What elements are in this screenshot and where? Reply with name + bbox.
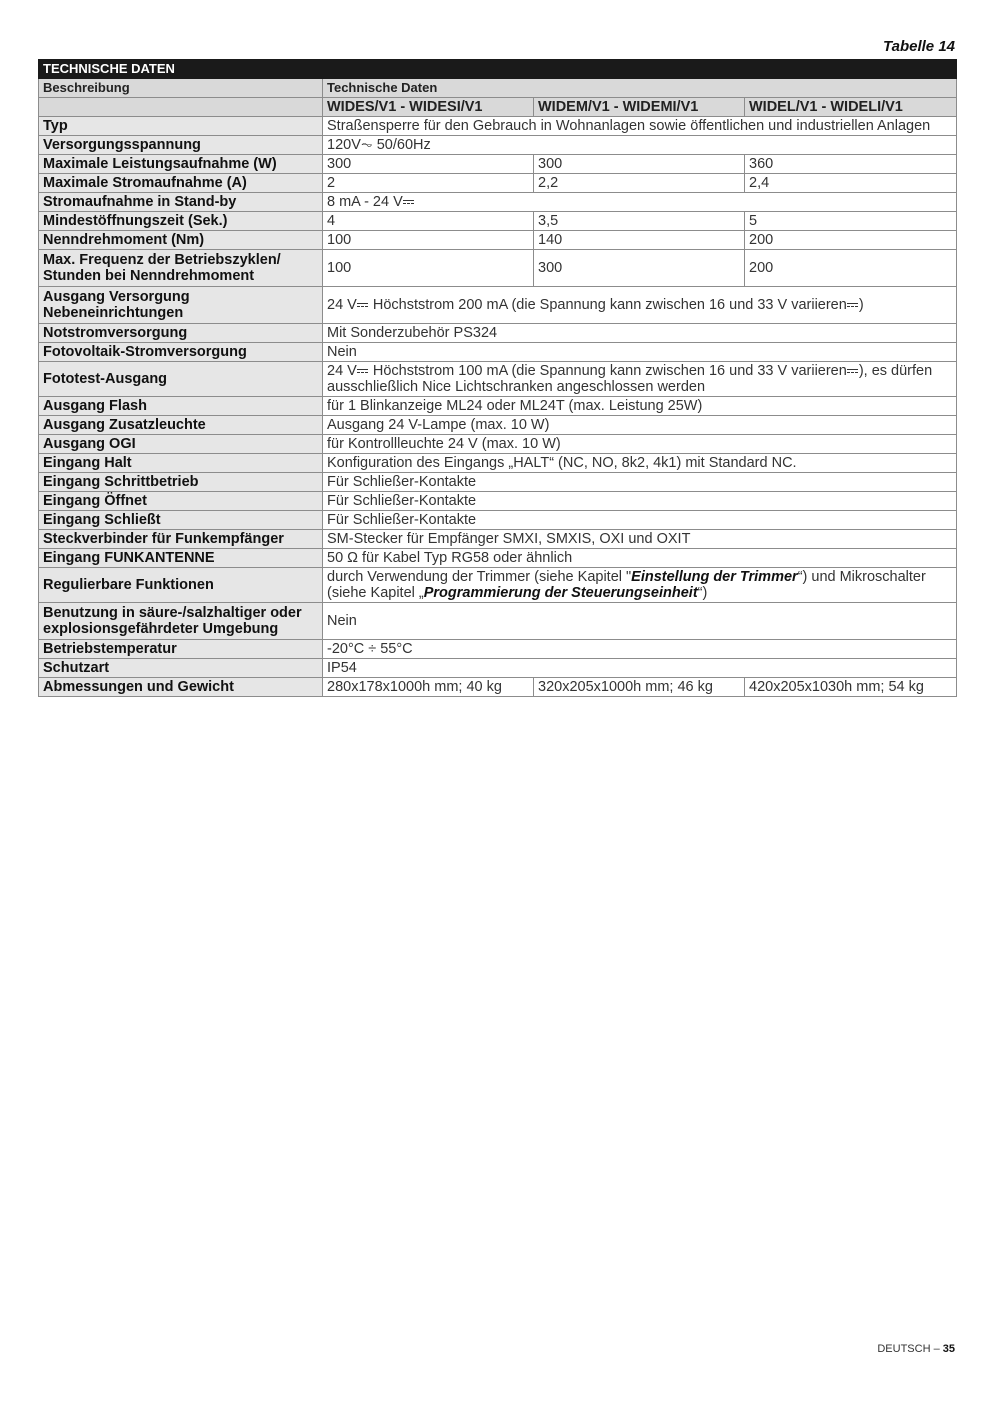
value-part: Höchststrom 200 mA (die Spannung kann zwischen 16 und 33 V variieren: [368, 297, 847, 313]
table-title-row: [39, 60, 957, 79]
row-value: 4: [323, 212, 534, 231]
value-part: Höchststrom 100 mA (die Spannung kann zwischen 16 und 33 V variieren: [368, 363, 847, 379]
row-value: IP54: [323, 659, 957, 678]
table-row: [39, 193, 957, 212]
row-label: Ausgang Flash: [39, 397, 323, 416]
dc-symbol-icon: [403, 200, 414, 207]
row-value: 280x178x1000h mm; 40 kg: [323, 678, 534, 697]
row-label: Eingang Öffnet: [39, 492, 323, 511]
row-value: Konfiguration des Eingangs „HALT“ (NC, NO, 8k2, 4k1) mit Standard NC.: [323, 454, 957, 473]
row-label: Betriebstemperatur: [39, 640, 323, 659]
row-label: [39, 250, 323, 287]
row-label-line: Stunden bei Nenndrehmoment: [43, 268, 255, 284]
row-value: [323, 193, 957, 212]
standby-value-text: 8 mA - 24 V: [327, 194, 403, 210]
table-row: [39, 678, 957, 697]
table-row: [39, 549, 957, 568]
row-value: für 1 Blinkanzeige ML24 oder ML24T (max. Leistung 25W): [323, 397, 957, 416]
row-value: 200: [745, 231, 957, 250]
table-row: [39, 530, 957, 549]
table-caption: Tabelle 14: [883, 38, 955, 55]
table-row: [39, 397, 957, 416]
row-label: Eingang FUNKANTENNE: [39, 549, 323, 568]
table-row: [39, 212, 957, 231]
table-row: [39, 117, 957, 136]
row-value: Ausgang 24 V-Lampe (max. 10 W): [323, 416, 957, 435]
table-row: [39, 324, 957, 343]
row-value: Nein: [323, 343, 957, 362]
row-value: [323, 568, 957, 603]
row-value: 3,5: [534, 212, 745, 231]
table-row: [39, 568, 957, 603]
footer-language: DEUTSCH –: [877, 1343, 943, 1355]
row-value: 5: [745, 212, 957, 231]
value-part: 24 V: [327, 363, 357, 379]
chapter-reference: Einstellung der Trimmer: [631, 569, 798, 585]
model-header-blank: [39, 98, 323, 117]
row-value: 50 Ω für Kabel Typ RG58 oder ähnlich: [323, 549, 957, 568]
row-label-line: Max. Frequenz der Betriebszyklen/: [43, 252, 281, 268]
table-row: [39, 155, 957, 174]
row-value: 300: [534, 155, 745, 174]
row-label: Regulierbare Funktionen: [39, 568, 323, 603]
row-label: Maximale Leistungsaufnahme (W): [39, 155, 323, 174]
row-value: SM-Stecker für Empfänger SMXI, SMXIS, OXI und OXIT: [323, 530, 957, 549]
row-value: [323, 362, 957, 397]
row-label: Abmessungen und Gewicht: [39, 678, 323, 697]
row-label: Nenndrehmoment (Nm): [39, 231, 323, 250]
row-label: Mindestöffnungszeit (Sek.): [39, 212, 323, 231]
table-row: [39, 136, 957, 155]
row-value: 360: [745, 155, 957, 174]
row-label: Maximale Stromaufnahme (A): [39, 174, 323, 193]
row-value: Für Schließer-Kontakte: [323, 473, 957, 492]
table-row: [39, 362, 957, 397]
table-row: [39, 174, 957, 193]
row-value: 2,2: [534, 174, 745, 193]
dc-symbol-icon: [847, 303, 858, 310]
row-value: 140: [534, 231, 745, 250]
table-row: [39, 250, 957, 287]
row-label: [39, 603, 323, 640]
table-row: [39, 343, 957, 362]
row-value: 420x205x1030h mm; 54 kg: [745, 678, 957, 697]
value-part: 24 V: [327, 297, 357, 313]
table-row: [39, 473, 957, 492]
row-value: -20°C ÷ 55°C: [323, 640, 957, 659]
header-row: [39, 79, 957, 98]
dc-symbol-icon: [847, 369, 858, 376]
row-label: Eingang Halt: [39, 454, 323, 473]
table-title: TECHNISCHE DATEN: [39, 60, 957, 79]
value-part: durch Verwendung der Trimmer (siehe Kapitel ": [327, 569, 632, 585]
row-label: Fototest-Ausgang: [39, 362, 323, 397]
model-header-l: WIDEL/V1 - WIDELI/V1: [745, 98, 957, 117]
row-label-line: Benutzung in säure-/salzhaltiger oder: [43, 605, 302, 621]
table-row: [39, 659, 957, 678]
row-value: 200: [745, 250, 957, 287]
row-label: Steckverbinder für Funkempfänger: [39, 530, 323, 549]
row-label: Notstromversorgung: [39, 324, 323, 343]
table-row: [39, 435, 957, 454]
row-value: 2,4: [745, 174, 957, 193]
row-value: 2: [323, 174, 534, 193]
table-row: [39, 416, 957, 435]
table-row: [39, 603, 957, 640]
row-label: Stromaufnahme in Stand-by: [39, 193, 323, 212]
row-label: Ausgang Zusatzleuchte: [39, 416, 323, 435]
row-value: 300: [323, 155, 534, 174]
row-label-line: Nebeneinrichtungen: [43, 305, 184, 321]
value-part: ): [858, 297, 864, 313]
row-value: Für Schließer-Kontakte: [323, 511, 957, 530]
value-part: ), es dürfen ausschließlich Nice Lichtschranken angeschlossen werden: [327, 363, 933, 395]
row-label: Fotovoltaik-Stromversorgung: [39, 343, 323, 362]
row-value: 100: [323, 250, 534, 287]
row-label: Typ: [39, 117, 323, 136]
chapter-reference: Programmierung der Steuerungseinheit: [423, 585, 698, 601]
row-value: Mit Sonderzubehör PS324: [323, 324, 957, 343]
model-header-s: WIDES/V1 - WIDESI/V1: [323, 98, 534, 117]
dc-symbol-icon: [357, 369, 368, 376]
table-row: [39, 492, 957, 511]
row-value: Straßensperre für den Gebrauch in Wohnanlagen sowie öffentlichen und industriellen Anlagen: [323, 117, 957, 136]
technical-data-table: [38, 59, 957, 697]
value-part: “): [697, 585, 708, 601]
model-header-row: [39, 98, 957, 117]
table-row: [39, 640, 957, 659]
row-value: 100: [323, 231, 534, 250]
row-label: Versorgungsspannung: [39, 136, 323, 155]
row-value: [323, 287, 957, 324]
row-label: Eingang Schrittbetrieb: [39, 473, 323, 492]
dc-symbol-icon: [357, 303, 368, 310]
model-header-m: WIDEM/V1 - WIDEMI/V1: [534, 98, 745, 117]
row-label-line: Ausgang Versorgung: [43, 289, 190, 305]
row-label: Eingang Schließt: [39, 511, 323, 530]
row-label: Ausgang OGI: [39, 435, 323, 454]
table-row: [39, 511, 957, 530]
row-label: Schutzart: [39, 659, 323, 678]
row-value: Für Schließer-Kontakte: [323, 492, 957, 511]
row-value: für Kontrollleuchte 24 V (max. 10 W): [323, 435, 957, 454]
row-label: [39, 287, 323, 324]
column-header-description: Beschreibung: [39, 79, 323, 98]
table-row: [39, 454, 957, 473]
table-row: [39, 231, 957, 250]
table-row: [39, 287, 957, 324]
row-value: Nein: [323, 603, 957, 640]
column-header-technical-data: Technische Daten: [323, 79, 957, 98]
row-value: 300: [534, 250, 745, 287]
row-value: 120V⏦ 50/60Hz: [323, 136, 957, 155]
row-value: 320x205x1000h mm; 46 kg: [534, 678, 745, 697]
row-label-line: explosionsgefährdeter Umgebung: [43, 621, 279, 637]
value-part: “) und Mikroschalter (siehe Kapitel „: [327, 569, 926, 601]
page-number: 35: [942, 1343, 955, 1355]
page-footer: [877, 1343, 955, 1355]
